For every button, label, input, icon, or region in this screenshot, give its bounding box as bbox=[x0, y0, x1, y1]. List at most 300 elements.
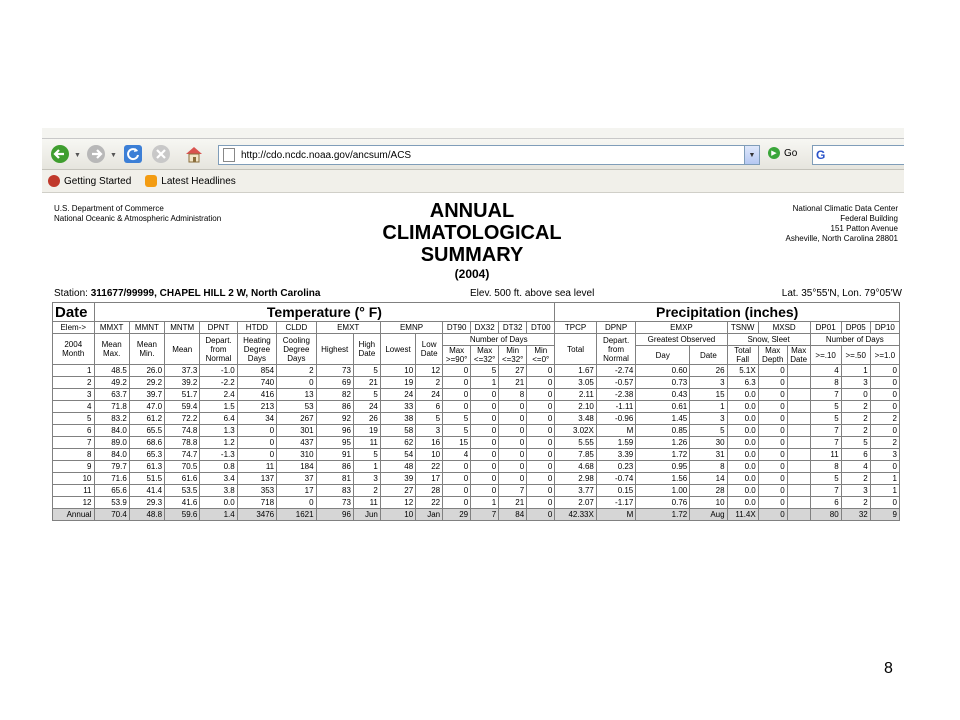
table-cell bbox=[787, 437, 810, 449]
table-cell: -2.74 bbox=[596, 365, 635, 377]
table-cell: Jan bbox=[416, 509, 443, 521]
table-cell: 0 bbox=[870, 365, 899, 377]
element-code: DPNT bbox=[200, 322, 237, 334]
precipitation-header: Precipitation (inches) bbox=[555, 303, 900, 322]
table-cell: 11 bbox=[237, 461, 276, 473]
table-cell: 0.0 bbox=[727, 425, 758, 437]
table-cell: 0 bbox=[277, 377, 316, 389]
table-cell: 48 bbox=[380, 461, 415, 473]
section-header-row bbox=[53, 303, 900, 322]
table-cell: 13 bbox=[277, 389, 316, 401]
table-cell: 2 bbox=[416, 377, 443, 389]
station-label: Station: bbox=[54, 288, 88, 299]
table-cell: 5 bbox=[53, 413, 95, 425]
table-cell: 11 bbox=[810, 449, 841, 461]
table-cell: 11.4X bbox=[727, 509, 758, 521]
table-cell: 34 bbox=[237, 413, 276, 425]
table-cell: 718 bbox=[237, 497, 276, 509]
table-cell: 12 bbox=[53, 497, 95, 509]
table-cell: 31 bbox=[690, 449, 727, 461]
table-cell: 17 bbox=[277, 485, 316, 497]
element-code: DP05 bbox=[841, 322, 870, 334]
table-cell bbox=[787, 473, 810, 485]
table-cell: 48.8 bbox=[129, 509, 164, 521]
table-cell: 310 bbox=[277, 449, 316, 461]
table-cell: 39 bbox=[380, 473, 415, 485]
table-cell: 0 bbox=[758, 389, 787, 401]
table-cell: 5 bbox=[841, 437, 870, 449]
forward-button[interactable] bbox=[84, 144, 108, 164]
forward-dropdown-icon[interactable]: ▼ bbox=[110, 152, 117, 159]
station-value: 311677/99999, CHAPEL HILL 2 W, North Carolina bbox=[90, 288, 321, 299]
table-cell: 0 bbox=[841, 389, 870, 401]
table-row bbox=[53, 401, 900, 413]
table-cell: 96 bbox=[316, 509, 353, 521]
report-title bbox=[332, 200, 612, 282]
table-row bbox=[53, 413, 900, 425]
table-cell: 2 bbox=[870, 413, 899, 425]
table-cell: 78.8 bbox=[165, 437, 200, 449]
table-cell: 83.2 bbox=[94, 413, 129, 425]
table-cell: 15 bbox=[443, 437, 471, 449]
table-cell: 1 bbox=[53, 365, 95, 377]
table-cell: 0 bbox=[758, 485, 787, 497]
table-cell: 0 bbox=[471, 485, 499, 497]
table-cell: -0.74 bbox=[596, 473, 635, 485]
elevation: Elev. 500 ft. above sea level bbox=[470, 288, 595, 299]
go-button[interactable] bbox=[768, 147, 797, 159]
element-code: EMNP bbox=[380, 322, 442, 334]
element-code: MMNT bbox=[129, 322, 164, 334]
table-cell: 30 bbox=[690, 437, 727, 449]
table-cell: 61.6 bbox=[165, 473, 200, 485]
table-cell: 84 bbox=[499, 509, 527, 521]
table-cell: 1 bbox=[841, 365, 870, 377]
table-cell: 0 bbox=[443, 461, 471, 473]
table-cell: 5 bbox=[471, 365, 499, 377]
table-cell: 740 bbox=[237, 377, 276, 389]
table-cell: 53.9 bbox=[94, 497, 129, 509]
reload-icon bbox=[123, 144, 143, 164]
table-cell: 62 bbox=[380, 437, 415, 449]
table-cell: 0.95 bbox=[636, 461, 690, 473]
table-cell: 3476 bbox=[237, 509, 276, 521]
table-cell: 1.72 bbox=[636, 449, 690, 461]
table-cell: 79.7 bbox=[94, 461, 129, 473]
table-row bbox=[53, 461, 900, 473]
snow-sleet: Snow, Sleet bbox=[727, 334, 810, 346]
table-cell: 0 bbox=[443, 377, 471, 389]
bookmark-latest-headlines[interactable] bbox=[145, 175, 236, 187]
table-cell: 0 bbox=[527, 377, 555, 389]
address-dropdown-icon[interactable]: ▼ bbox=[744, 146, 759, 164]
table-cell: 58 bbox=[380, 425, 415, 437]
title-line: CLIMATOLOGICAL SUMMARY bbox=[382, 222, 562, 266]
table-cell bbox=[787, 509, 810, 521]
table-cell: 42.33X bbox=[555, 509, 597, 521]
table-cell: 89.0 bbox=[94, 437, 129, 449]
url-text[interactable]: http://cdo.ncdc.noaa.gov/ancsum/ACS bbox=[241, 149, 412, 161]
table-cell: 27 bbox=[499, 365, 527, 377]
table-cell: 1.3 bbox=[200, 425, 237, 437]
table-cell: 6.4 bbox=[200, 413, 237, 425]
title-year: (2004) bbox=[454, 267, 490, 281]
bookmark-getting-started[interactable] bbox=[48, 175, 131, 187]
table-cell: 12 bbox=[380, 497, 415, 509]
col-depart-from-normal: Depart. from Normal bbox=[200, 334, 237, 365]
col-precip-depart: Depart. from Normal bbox=[596, 334, 635, 365]
table-cell: 0.0 bbox=[727, 389, 758, 401]
table-cell: 0 bbox=[443, 401, 471, 413]
table-cell: 7 bbox=[810, 437, 841, 449]
table-cell: 0 bbox=[527, 473, 555, 485]
element-code: DP01 bbox=[810, 322, 841, 334]
table-cell: 12 bbox=[416, 365, 443, 377]
table-cell: 1.59 bbox=[596, 437, 635, 449]
table-cell: 0 bbox=[237, 437, 276, 449]
elem-label: Elem-> bbox=[53, 322, 95, 334]
table-cell: 17 bbox=[416, 473, 443, 485]
table-cell: 1 bbox=[690, 401, 727, 413]
firefox-bookmark-icon bbox=[48, 175, 60, 187]
back-dropdown-icon[interactable]: ▼ bbox=[74, 152, 81, 159]
table-cell: 4.68 bbox=[555, 461, 597, 473]
table-cell: 10 bbox=[380, 365, 415, 377]
col-min-le0: Min <=0° bbox=[527, 346, 555, 365]
table-cell: 70.4 bbox=[94, 509, 129, 521]
table-cell: 7 bbox=[810, 389, 841, 401]
table-cell: 0 bbox=[471, 425, 499, 437]
table-cell: 0 bbox=[471, 461, 499, 473]
table-cell: 14 bbox=[690, 473, 727, 485]
table-cell: 53 bbox=[277, 401, 316, 413]
table-cell: 5 bbox=[353, 365, 380, 377]
table-cell: 0.0 bbox=[727, 497, 758, 509]
table-cell: 65.5 bbox=[129, 425, 164, 437]
climate-table bbox=[52, 302, 900, 521]
reload-button[interactable] bbox=[122, 144, 144, 164]
element-code: TSNW bbox=[727, 322, 758, 334]
stop-button[interactable] bbox=[150, 144, 172, 164]
table-cell bbox=[787, 425, 810, 437]
table-cell: 6 bbox=[416, 401, 443, 413]
table-cell: 0 bbox=[471, 473, 499, 485]
table-cell: 61.3 bbox=[129, 461, 164, 473]
table-cell: 59.4 bbox=[165, 401, 200, 413]
table-cell bbox=[787, 401, 810, 413]
agency-block bbox=[54, 204, 221, 224]
table-cell: 0.61 bbox=[636, 401, 690, 413]
table-cell: 6 bbox=[841, 449, 870, 461]
table-cell: -1.11 bbox=[596, 401, 635, 413]
center-line: Federal Building bbox=[840, 214, 898, 223]
table-cell: 0 bbox=[758, 365, 787, 377]
table-cell: 0 bbox=[499, 437, 527, 449]
table-cell: 10 bbox=[690, 497, 727, 509]
table-cell: 0 bbox=[471, 413, 499, 425]
table-cell: 0 bbox=[758, 401, 787, 413]
table-cell: 0 bbox=[758, 449, 787, 461]
table-row bbox=[53, 377, 900, 389]
table-cell: 7 bbox=[471, 509, 499, 521]
col-month: 2004 Month bbox=[53, 334, 95, 365]
table-cell: 10 bbox=[416, 449, 443, 461]
table-cell: 38 bbox=[380, 413, 415, 425]
table-cell: 0.0 bbox=[727, 413, 758, 425]
table-cell: 74.8 bbox=[165, 425, 200, 437]
table-cell: 0 bbox=[527, 365, 555, 377]
table-cell: 1.72 bbox=[636, 509, 690, 521]
table-cell: 0 bbox=[471, 389, 499, 401]
table-cell: 26.0 bbox=[129, 365, 164, 377]
table-cell: 8 bbox=[690, 461, 727, 473]
table-cell: 26 bbox=[353, 413, 380, 425]
col-min-le32: Min <=32° bbox=[499, 346, 527, 365]
table-cell: 0 bbox=[499, 461, 527, 473]
table-cell: 0 bbox=[527, 401, 555, 413]
google-search-box[interactable] bbox=[812, 145, 904, 165]
table-cell: 37.3 bbox=[165, 365, 200, 377]
table-cell: 5 bbox=[443, 425, 471, 437]
table-cell: 0 bbox=[237, 449, 276, 461]
table-cell: 28 bbox=[416, 485, 443, 497]
table-cell: 5 bbox=[353, 449, 380, 461]
table-cell: 15 bbox=[690, 389, 727, 401]
table-cell: 0 bbox=[527, 389, 555, 401]
table-cell: 54 bbox=[380, 449, 415, 461]
table-cell: 437 bbox=[277, 437, 316, 449]
table-cell: 2.10 bbox=[555, 401, 597, 413]
table-cell: 0 bbox=[527, 509, 555, 521]
table-cell: 19 bbox=[380, 377, 415, 389]
title-line: ANNUAL bbox=[429, 200, 515, 222]
table-cell: 7.85 bbox=[555, 449, 597, 461]
table-cell: 8 bbox=[810, 461, 841, 473]
table-cell: 854 bbox=[237, 365, 276, 377]
col-highest: Highest bbox=[316, 334, 353, 365]
element-code: HTDD bbox=[237, 322, 276, 334]
table-cell: 0.85 bbox=[636, 425, 690, 437]
table-cell: 6.3 bbox=[727, 377, 758, 389]
bookmark-label: Getting Started bbox=[64, 175, 132, 187]
table-cell: 7 bbox=[53, 437, 95, 449]
slide-number: 8 bbox=[884, 660, 893, 677]
table-cell: 0.60 bbox=[636, 365, 690, 377]
table-cell: 0 bbox=[471, 401, 499, 413]
table-cell: 95 bbox=[316, 437, 353, 449]
table-cell: 73 bbox=[316, 497, 353, 509]
table-cell: 1.67 bbox=[555, 365, 597, 377]
table-cell: 3.4 bbox=[200, 473, 237, 485]
table-cell: 1.2 bbox=[200, 437, 237, 449]
page-icon bbox=[223, 148, 235, 162]
table-cell: 2 bbox=[53, 377, 95, 389]
number-of-days-precip: Number of Days bbox=[810, 334, 899, 346]
element-code: DP10 bbox=[870, 322, 899, 334]
table-cell bbox=[787, 497, 810, 509]
element-code: DT32 bbox=[499, 322, 527, 334]
table-cell: 0 bbox=[870, 377, 899, 389]
table-row bbox=[53, 365, 900, 377]
number-of-days-temp: Number of Days bbox=[443, 334, 555, 346]
table-cell: 0.0 bbox=[727, 461, 758, 473]
col-ge50: >=.50 bbox=[841, 346, 870, 365]
table-cell: 2 bbox=[841, 401, 870, 413]
table-cell: 0 bbox=[499, 425, 527, 437]
rss-feed-icon bbox=[145, 175, 157, 187]
table-cell: 5 bbox=[810, 401, 841, 413]
table-cell: -1.3 bbox=[200, 449, 237, 461]
table-cell: 1 bbox=[471, 377, 499, 389]
table-cell: 9 bbox=[53, 461, 95, 473]
table-cell: 24 bbox=[416, 389, 443, 401]
table-cell: 28 bbox=[690, 485, 727, 497]
col-max-ge90: Max >=90° bbox=[443, 346, 471, 365]
table-cell: 2 bbox=[841, 425, 870, 437]
table-cell: 1 bbox=[870, 473, 899, 485]
home-button[interactable] bbox=[182, 144, 206, 164]
go-label: Go bbox=[784, 147, 798, 159]
table-cell: 0.43 bbox=[636, 389, 690, 401]
table-cell: 19 bbox=[353, 425, 380, 437]
table-cell: 2 bbox=[353, 485, 380, 497]
col-lowest: Lowest bbox=[380, 334, 415, 365]
table-cell: 2 bbox=[277, 365, 316, 377]
table-cell: 86 bbox=[316, 461, 353, 473]
col-total-fall: Total Fall bbox=[727, 346, 758, 365]
home-icon bbox=[183, 144, 205, 164]
temperature-header: Temperature (° F) bbox=[94, 303, 555, 322]
table-cell: 1621 bbox=[277, 509, 316, 521]
navigation-toolbar bbox=[42, 139, 904, 170]
table-cell: 39.7 bbox=[129, 389, 164, 401]
table-cell: 1 bbox=[471, 497, 499, 509]
table-cell: 3 bbox=[841, 377, 870, 389]
table-cell: 71.8 bbox=[94, 401, 129, 413]
table-cell: 5 bbox=[416, 413, 443, 425]
table-cell: 184 bbox=[277, 461, 316, 473]
table-cell: 416 bbox=[237, 389, 276, 401]
center-line: 151 Patton Avenue bbox=[830, 224, 898, 233]
table-cell: 0 bbox=[527, 497, 555, 509]
element-code: DT90 bbox=[443, 322, 471, 334]
table-cell bbox=[787, 461, 810, 473]
table-cell: 84.0 bbox=[94, 425, 129, 437]
table-cell: 49.2 bbox=[94, 377, 129, 389]
table-cell: 0 bbox=[758, 497, 787, 509]
table-cell: 2.11 bbox=[555, 389, 597, 401]
table-cell: 0 bbox=[499, 401, 527, 413]
table-cell: 24 bbox=[353, 401, 380, 413]
table-cell: 267 bbox=[277, 413, 316, 425]
table-cell: 0.0 bbox=[727, 449, 758, 461]
table-cell: 86 bbox=[316, 401, 353, 413]
address-bar[interactable] bbox=[218, 145, 760, 165]
table-cell: M bbox=[596, 425, 635, 437]
table-cell: 3.77 bbox=[555, 485, 597, 497]
table-cell: 21 bbox=[353, 377, 380, 389]
table-cell: 3.02X bbox=[555, 425, 597, 437]
table-cell: 137 bbox=[237, 473, 276, 485]
table-cell: 1.00 bbox=[636, 485, 690, 497]
table-cell: 0.76 bbox=[636, 497, 690, 509]
table-cell: 65.6 bbox=[94, 485, 129, 497]
table-cell: -2.2 bbox=[200, 377, 237, 389]
table-cell: 0 bbox=[443, 497, 471, 509]
table-cell: 37 bbox=[277, 473, 316, 485]
table-cell: 5 bbox=[810, 413, 841, 425]
col-heating-degree-days: Heating Degree Days bbox=[237, 334, 276, 365]
table-cell: 22 bbox=[416, 461, 443, 473]
element-code: DX32 bbox=[471, 322, 499, 334]
table-row bbox=[53, 425, 900, 437]
col-mean-min: Mean Min. bbox=[129, 334, 164, 365]
annual-row bbox=[53, 509, 900, 521]
table-cell: 82 bbox=[316, 389, 353, 401]
lat-lon: Lat. 35°55'N, Lon. 79°05'W bbox=[781, 288, 902, 299]
table-cell: 2 bbox=[870, 437, 899, 449]
agency-line: National Oceanic & Atmospheric Administration bbox=[54, 214, 222, 223]
browser-screenshot bbox=[42, 128, 904, 608]
table-cell: 0 bbox=[758, 413, 787, 425]
table-cell: 71.6 bbox=[94, 473, 129, 485]
col-low-date: Low Date bbox=[416, 334, 443, 365]
table-cell: 301 bbox=[277, 425, 316, 437]
table-cell: 6 bbox=[53, 425, 95, 437]
table-cell: 2.4 bbox=[200, 389, 237, 401]
table-cell: 47.0 bbox=[129, 401, 164, 413]
table-cell: 4 bbox=[443, 449, 471, 461]
table-cell: 41.6 bbox=[165, 497, 200, 509]
table-cell: 0 bbox=[443, 485, 471, 497]
table-cell: 0.23 bbox=[596, 461, 635, 473]
table-cell: 29 bbox=[443, 509, 471, 521]
table-cell: 6 bbox=[810, 497, 841, 509]
google-search-icon: G bbox=[816, 148, 826, 162]
table-cell: 213 bbox=[237, 401, 276, 413]
table-cell: 3.39 bbox=[596, 449, 635, 461]
table-cell: 21 bbox=[499, 497, 527, 509]
table-cell: 48.5 bbox=[94, 365, 129, 377]
col-day: Day bbox=[636, 346, 690, 365]
table-cell: 68.6 bbox=[129, 437, 164, 449]
table-cell: 7 bbox=[499, 485, 527, 497]
table-cell: 0 bbox=[870, 461, 899, 473]
greatest-observed: Greatest Observed bbox=[636, 334, 727, 346]
table-cell: 72.2 bbox=[165, 413, 200, 425]
element-code: MXSD bbox=[758, 322, 810, 334]
col-cooling-degree-days: Cooling Degree Days bbox=[277, 334, 316, 365]
table-cell: 5 bbox=[690, 425, 727, 437]
table-cell: 3 bbox=[841, 485, 870, 497]
table-cell: 0 bbox=[758, 509, 787, 521]
table-cell: 69 bbox=[316, 377, 353, 389]
table-cell: 5 bbox=[810, 473, 841, 485]
table-cell: 24 bbox=[380, 389, 415, 401]
back-button[interactable] bbox=[48, 144, 72, 164]
table-cell: 0.0 bbox=[727, 485, 758, 497]
table-cell bbox=[787, 485, 810, 497]
go-arrow-icon: ▶ bbox=[768, 147, 780, 159]
table-cell bbox=[787, 365, 810, 377]
table-cell: 29.3 bbox=[129, 497, 164, 509]
table-cell: 0 bbox=[870, 425, 899, 437]
table-cell: 1 bbox=[870, 485, 899, 497]
element-code: DT00 bbox=[527, 322, 555, 334]
col-date: Date bbox=[690, 346, 727, 365]
table-cell: 0 bbox=[527, 437, 555, 449]
data-center-block bbox=[785, 204, 898, 244]
